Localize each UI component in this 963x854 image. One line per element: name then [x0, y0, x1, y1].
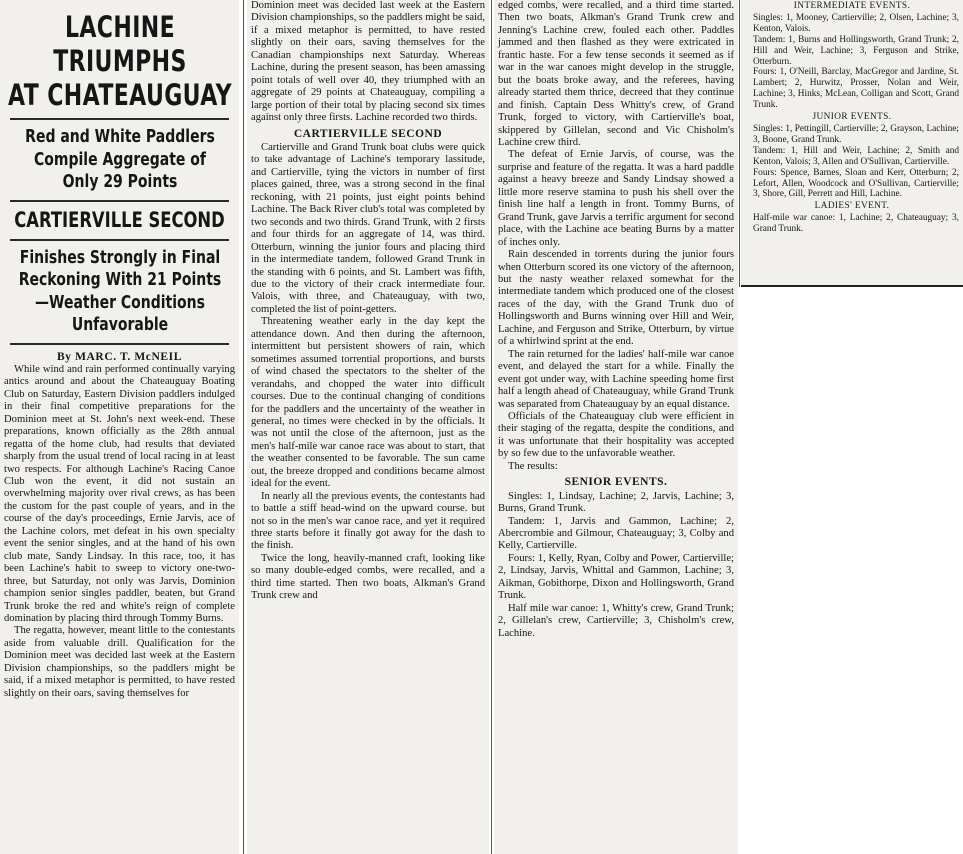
col3-paragraph-3: Rain descended in torrents during the junior fours when Otterburn scored its one victory of the afternoon, but the nasty weather relaxed somewhat for the intermediate tandem which produced one of the closest races of the day, with the Grand Trunk duo of Hollingsworth and Burns winning over Hill and Weir, Lachine, and Ferguson and Strike, Otterburn, by virtue of a whirlwind sprint at the end.	[498, 249, 734, 348]
result-intermediate-singles: Singles: 1, Mooney, Cartierville; 2, Olsen, Lachine; 3, Kenton, Valois.	[753, 12, 959, 34]
deck-3-line-3: —Weather Conditions	[35, 292, 205, 313]
article-column-1	[0, 0, 239, 854]
ladies-event-heading: LADIES' EVENT.	[814, 201, 890, 212]
headline-deck-2: CARTIERVILLE SECOND	[14, 207, 225, 232]
intermediate-events-heading: INTERMEDIATE EVENTS.	[793, 1, 911, 11]
col3-paragraph-1: edged combs, were recalled, and a third time started. Then two boats, Alkman's Grand Trunk crew and Jenning's Lachine crew, fouled each other. Paddles jammed and then flashed as they were extricated in frantic haste. For a few tense seconds it seemed as if war in the war canoes might develop in the struggle, but the boats broke away, and the referees, having already started them thrice, decreed that they continue and finish. Captain Dess Whitty's crew, of Grand Trunk, forged to victory, with Cartierville's boat, skippered by Gillelan, second and Vic Chisholm's Lachine crew third.	[498, 0, 734, 148]
deck-divider-2	[10, 239, 229, 241]
junior-events-heading: JUNIOR EVENTS.	[812, 112, 892, 123]
byline: By MARC. T. McNEIL	[56, 350, 183, 363]
col3-paragraph-2: The defeat of Ernie Jarvis, of course, was the surprise and feature of the regatta. It was a hard paddle against a heavy breeze and Sandy Lindsay showed a little more reserve stamina to push his shell over the finish line half a length in front. Tommy Burns, of Grand Trunk, gave Jarvis a terrific argument for second place, with the Lachine ace beating Burns by a matter of inches only.	[498, 149, 734, 248]
col1-paragraph-2: The regatta, however, meant little to the contestants aside from valuable drill. Qualification for the Dominion meet was decided last week at the Eastern Division championships, so the paddlers might be said, if a mixed metaphor is permitted, to have rested slightly on their oars, saving themselves for	[4, 625, 235, 699]
deck-1-line-2: Compile Aggregate of	[34, 149, 206, 170]
result-intermediate-tandem: Tandem: 1, Burns and Hollingsworth, Grand Trunk; 2, Hill and Weir, Lachine; 3, Ferguson and Strike, Otterburn.	[753, 34, 959, 67]
headline-main-line-2: AT CHATEAUGUAY	[8, 78, 232, 112]
headline-main-line-1: LACHINE TRIUMPHS	[53, 10, 187, 78]
result-junior-fours: Fours: Spence, Barnes, Sloan and Kerr, Otterburn; 2, Lefort, Allen, Woodcock and O'Sullivan, Cartierville; 3, Shore, Gill, Perrett and Hill, Lachine.	[753, 167, 959, 200]
result-junior-tandem: Tandem: 1, Hill and Weir, Lachine; 2, Smith and Kenton, Valois; 3, Allen and O'Sullivan, Cartierville.	[753, 145, 959, 167]
headline-main	[6, 10, 234, 112]
deck-3-line-2: Reckoning With 21 Points	[18, 270, 222, 290]
result-intermediate-fours: Fours: 1, O'Neill, Barclay, MacGregor and Jardine, St. Lambert; 2, Hurwitz, Prosser, Nolan and Weir, Lachine; 3, Hinks, McLean, Colligan and Scott, Grand Trunk.	[753, 67, 959, 111]
column-rule-1	[243, 0, 244, 854]
results-intro: The results:	[508, 460, 558, 472]
deck-1-line-1: Red and White Paddlers	[25, 127, 215, 147]
col1-paragraph-1: While wind and rain performed continually varying antics around and about the Chateauguay Boating Club on Saturday, Eastern Division paddlers indulged in their final competitive preparations for the Dominion meet at St. John's next week-end. These preparations, known officially as the 28th annual regatta of the home club, had results that deviated sharply from the usual trend of local racing in at least two respects. For although Lachine's Racing Canoe Club won the event, it did not sustain an overwhelming majority over rival crews, as has been the custom for the past couple of years, and in the course of the day's proceedings, Ernie Jarvis, ace of the Lachine colors, met defeat in his own specialty event the senior singles, and at the hand of his own club mate, Sandy Lindsay. In this race, too, it has been Lachine's habit to sweep to victory one-two-three, but Saturday, not only was Jarvis, Dominion champion senior singles paddler, beaten, but Grand Trunk broke the red and white's reign of complete domination by placing third through Tommy Burns.	[4, 363, 235, 625]
article-column-2	[247, 0, 489, 854]
results-column	[741, 0, 963, 287]
headline-divider	[10, 118, 229, 120]
result-ladies-war-canoe: Half-mile war canoe: 1, Lachine; 2, Chateauguay; 3, Grand Trunk.	[753, 213, 959, 235]
col2-paragraph-4: In nearly all the previous events, the contestants had to battle a stiff head-wind on the upward course. but not so in the men's war canoe race, and yet it required three starts before it finally got away for the dash to the finish.	[251, 490, 485, 552]
col3-paragraph-5: Officials of the Chateauguay club were efficient in their staging of the regatta, despite the conditions, and it was unfortunate that their hospitality was accepted by so few due to the unfavorable weather.	[498, 410, 734, 460]
result-senior-fours: Fours: 1, Kelly, Ryan, Colby and Power, Cartierville; 2, Lindsay, Jarvis, Whittal and Gammon, Lachine; 3, Aikman, Gobithorpe, Dixon and Hollingsworth, Grand Trunk.	[498, 552, 734, 602]
column-rule-2	[491, 0, 492, 854]
col3-paragraph-4: The rain returned for the ladies' half-mile war canoe event, and delayed the start for a while. Finally the event got under way, with Lachine speeding home first half a length ahead of Chateauguay, while Grand Trunk was separated from Chateauguay by an equal distance.	[498, 348, 734, 410]
deck-1-line-3: Only 29 Points	[62, 172, 178, 192]
deck-3-line-4: Unfavorable	[71, 315, 169, 335]
col2-paragraph-5: Twice the long, heavily-manned craft, looking like so many double-edged combs, were recalled, and a third time started. Then two boats, Alkman's Grand Trunk crew and	[251, 552, 485, 602]
result-senior-singles: Singles: 1, Lindsay, Lachine; 2, Jarvis, Lachine; 3, Burns, Grand Trunk.	[498, 490, 734, 515]
col2-paragraph-2: Cartierville and Grand Trunk boat clubs were quick to take advantage of Lachine's temporary lassitude, and Cartierville, tying the victors in number of first places gained, three, was a strong second in the final reckoning, with 21 points, just eight points behind Lachine. The Back River club's total was completed by two seconds and two thirds. Grand Trunk, with 2 firsts and four thirds for an aggregate of 14, was third. Otterburn, winning the junior fours and placing third in the intermediate tandem, followed Grand Trunk in the standing with 6 points, and St. Lambert was fifth, due to the victory of their crack intermediate four. Valois, with three, and Chateauguay, with two, completed the list of point-getters.	[251, 141, 485, 315]
result-junior-singles: Singles: 1, Pettingill, Cartierville; 2, Grayson, Lachine; 3, Boone, Grand Trunk.	[753, 123, 959, 145]
result-senior-war-canoe: Half mile war canoe: 1, Whitty's crew, Grand Trunk; 2, Gillelan's crew, Cartierville; 3, Chisholm's crew, Lachine.	[498, 602, 734, 639]
headline-deck-1	[4, 126, 236, 194]
deck-3-line-1: Finishes Strongly in Final	[19, 247, 221, 268]
headline-deck-3	[4, 247, 236, 337]
col2-paragraph-3: Threatening weather early in the day kept the attendance down. And then during the afternoon, intermittent but persistent showers of rain, which sometimes assumed torrential proportions, and bursts of wind chased the spectators to the shelter of the verandahs, and chopped the water into difficult courses. Due to the continual changing of conditions for the paddlers and the uncertainty of the weather in general, no times were checked in by the officials. It was not until the close of the afternoon, just as the men's half-mile war canoe race was about to start, that the weather consented to be favorable. The sun came out, the breeze dropped and conditions became almost ideal for the event.	[251, 316, 485, 490]
col2-paragraph-1: Dominion meet was decided last week at the Eastern Division championships, so the paddlers might be said, if a mixed metaphor is permitted, to have rested slightly on their oars, saving themselves for the Canadian championships next Saturday. Whereas Lachine, during the present season, has been amassing point totals of well over 40, they triumphed with an aggregate of 29 points at Chateauguay, compiling a large portion of their total by placing second six times against only three firsts. Lachine recorded two thirds.	[251, 0, 485, 124]
senior-events-heading: SENIOR EVENTS.	[564, 476, 668, 489]
deck-divider-3	[10, 343, 229, 345]
column-rule-3	[739, 0, 740, 287]
article-column-3	[494, 0, 738, 854]
deck-divider-1	[10, 200, 229, 202]
result-senior-tandem: Tandem: 1, Jarvis and Gammon, Lachine; 2, Abercrombie and Gilmour, Chateauguay; 3, Colby and Kelly, Cartierville.	[498, 515, 734, 552]
subhead-cartierville-second: CARTIERVILLE SECOND	[293, 127, 443, 140]
